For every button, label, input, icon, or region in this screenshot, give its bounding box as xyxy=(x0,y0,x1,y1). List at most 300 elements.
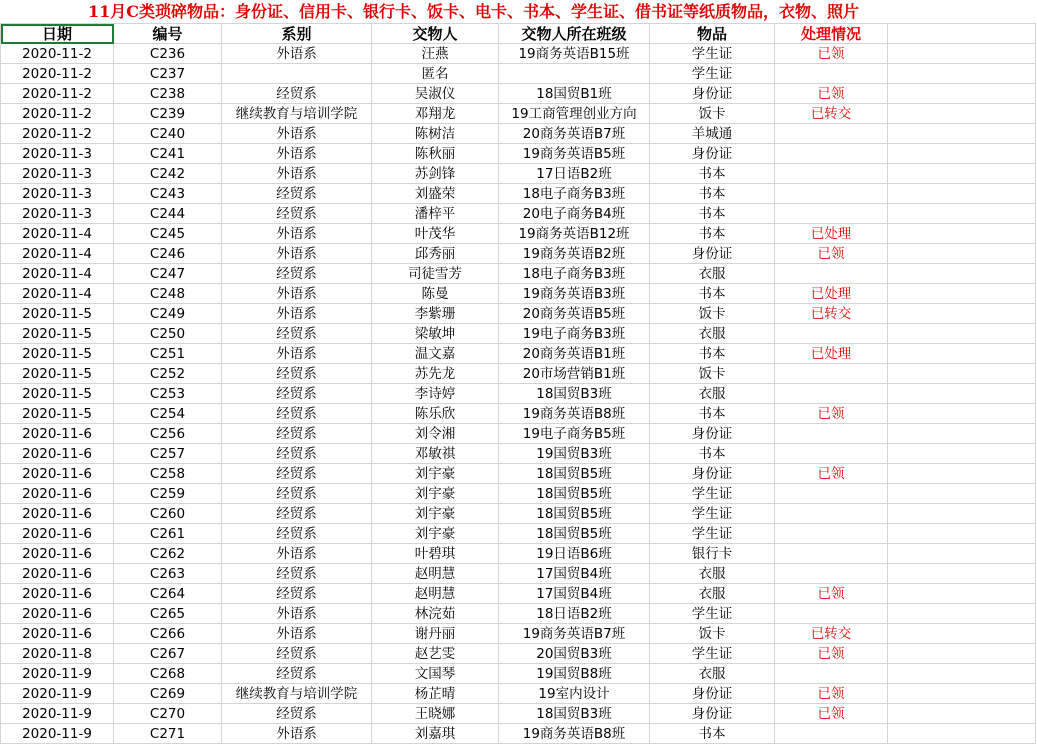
cell-item[interactable]: 书本 xyxy=(650,444,775,464)
cell-class[interactable]: 19商务英语B8班 xyxy=(499,724,650,744)
header-id[interactable]: 编号 xyxy=(114,24,222,44)
cell-id[interactable]: C237 xyxy=(114,64,222,84)
cell-date[interactable]: 2020-11-4 xyxy=(1,284,114,304)
cell-id[interactable]: C238 xyxy=(114,84,222,104)
cell-department[interactable]: 经贸系 xyxy=(222,584,372,604)
cell-item[interactable]: 身份证 xyxy=(650,464,775,484)
cell-date[interactable]: 2020-11-4 xyxy=(1,244,114,264)
cell-date[interactable]: 2020-11-5 xyxy=(1,344,114,364)
cell-status[interactable] xyxy=(775,204,888,224)
cell-class[interactable]: 19商务英语B2班 xyxy=(499,244,650,264)
cell-status[interactable]: 已领 xyxy=(775,84,888,104)
cell-submitter[interactable]: 陈秋丽 xyxy=(372,144,499,164)
cell-submitter[interactable]: 杨芷晴 xyxy=(372,684,499,704)
table-row xyxy=(1,184,1036,204)
cell-class[interactable]: 19国贸B8班 xyxy=(499,664,650,684)
cell-submitter[interactable]: 刘宇豪 xyxy=(372,464,499,484)
cell-class[interactable]: 17国贸B4班 xyxy=(499,584,650,604)
cell-department[interactable]: 经贸系 xyxy=(222,264,372,284)
cell-class[interactable]: 18国贸B3班 xyxy=(499,704,650,724)
cell-id[interactable]: C258 xyxy=(114,464,222,484)
cell-submitter[interactable]: 苏剑锋 xyxy=(372,164,499,184)
cell-department[interactable]: 外语系 xyxy=(222,144,372,164)
cell-department[interactable]: 外语系 xyxy=(222,284,372,304)
cell-item[interactable]: 衣服 xyxy=(650,584,775,604)
cell-item[interactable]: 书本 xyxy=(650,224,775,244)
cell-department[interactable]: 外语系 xyxy=(222,124,372,144)
empty-cell[interactable] xyxy=(888,224,1036,244)
cell-department[interactable]: 经贸系 xyxy=(222,364,372,384)
cell-item[interactable]: 饭卡 xyxy=(650,104,775,124)
cell-status[interactable]: 已领 xyxy=(775,704,888,724)
cell-item[interactable]: 学生证 xyxy=(650,64,775,84)
cell-item[interactable]: 书本 xyxy=(650,164,775,184)
cell-id[interactable]: C245 xyxy=(114,224,222,244)
cell-submitter[interactable]: 林浣茹 xyxy=(372,604,499,624)
cell-status[interactable] xyxy=(775,64,888,84)
cell-class[interactable] xyxy=(499,64,650,84)
cell-class[interactable]: 19国贸B3班 xyxy=(499,444,650,464)
cell-item[interactable]: 饭卡 xyxy=(650,624,775,644)
empty-cell[interactable] xyxy=(888,384,1036,404)
table-row xyxy=(1,284,1036,304)
empty-cell[interactable] xyxy=(888,144,1036,164)
cell-submitter[interactable]: 赵明慧 xyxy=(372,584,499,604)
cell-department[interactable]: 外语系 xyxy=(222,304,372,324)
table-row xyxy=(1,44,1036,64)
cell-date[interactable]: 2020-11-6 xyxy=(1,484,114,504)
cell-class[interactable]: 18国贸B5班 xyxy=(499,484,650,504)
cell-id[interactable]: C250 xyxy=(114,324,222,344)
cell-submitter[interactable]: 陈曼 xyxy=(372,284,499,304)
empty-cell[interactable] xyxy=(888,404,1036,424)
cell-date[interactable]: 2020-11-6 xyxy=(1,464,114,484)
cell-id[interactable]: C262 xyxy=(114,544,222,564)
cell-item[interactable]: 身份证 xyxy=(650,704,775,724)
cell-department[interactable]: 外语系 xyxy=(222,44,372,64)
cell-status[interactable] xyxy=(775,724,888,744)
cell-id[interactable]: C252 xyxy=(114,364,222,384)
cell-item[interactable]: 书本 xyxy=(650,724,775,744)
cell-id[interactable]: C242 xyxy=(114,164,222,184)
empty-cell[interactable] xyxy=(888,344,1036,364)
cell-class[interactable]: 18国贸B5班 xyxy=(499,464,650,484)
cell-item[interactable]: 身份证 xyxy=(650,684,775,704)
cell-status[interactable] xyxy=(775,324,888,344)
empty-cell[interactable] xyxy=(888,704,1036,724)
cell-date[interactable]: 2020-11-5 xyxy=(1,304,114,324)
table-row xyxy=(1,384,1036,404)
cell-item[interactable]: 衣服 xyxy=(650,324,775,344)
cell-date[interactable]: 2020-11-5 xyxy=(1,384,114,404)
cell-submitter[interactable]: 刘盛荣 xyxy=(372,184,499,204)
cell-date[interactable]: 2020-11-6 xyxy=(1,604,114,624)
cell-status[interactable] xyxy=(775,524,888,544)
cell-date[interactable]: 2020-11-5 xyxy=(1,324,114,344)
cell-id[interactable]: C248 xyxy=(114,284,222,304)
cell-item[interactable]: 学生证 xyxy=(650,484,775,504)
cell-submitter[interactable]: 刘宇豪 xyxy=(372,484,499,504)
cell-item[interactable]: 羊城通 xyxy=(650,124,775,144)
cell-item[interactable]: 书本 xyxy=(650,204,775,224)
empty-cell[interactable] xyxy=(888,464,1036,484)
empty-cell[interactable] xyxy=(888,64,1036,84)
cell-item[interactable]: 书本 xyxy=(650,184,775,204)
cell-date[interactable]: 2020-11-6 xyxy=(1,624,114,644)
cell-date[interactable]: 2020-11-3 xyxy=(1,184,114,204)
cell-date[interactable]: 2020-11-3 xyxy=(1,204,114,224)
cell-status[interactable] xyxy=(775,664,888,684)
cell-department[interactable]: 经贸系 xyxy=(222,204,372,224)
cell-status[interactable]: 已转交 xyxy=(775,304,888,324)
cell-submitter[interactable]: 刘嘉琪 xyxy=(372,724,499,744)
empty-cell[interactable] xyxy=(888,624,1036,644)
cell-item[interactable]: 书本 xyxy=(650,284,775,304)
cell-status[interactable] xyxy=(775,504,888,524)
cell-id[interactable]: C246 xyxy=(114,244,222,264)
cell-submitter[interactable]: 叶茂华 xyxy=(372,224,499,244)
cell-date[interactable]: 2020-11-3 xyxy=(1,144,114,164)
cell-submitter[interactable]: 苏先龙 xyxy=(372,364,499,384)
cell-class[interactable]: 18电子商务B3班 xyxy=(499,264,650,284)
cell-class[interactable]: 19室内设计 xyxy=(499,684,650,704)
cell-date[interactable]: 2020-11-6 xyxy=(1,424,114,444)
cell-submitter[interactable]: 赵艺雯 xyxy=(372,644,499,664)
cell-date[interactable]: 2020-11-2 xyxy=(1,84,114,104)
cell-department[interactable]: 经贸系 xyxy=(222,424,372,444)
cell-department[interactable]: 经贸系 xyxy=(222,444,372,464)
cell-class[interactable]: 18日语B2班 xyxy=(499,604,650,624)
cell-status[interactable] xyxy=(775,264,888,284)
cell-status[interactable]: 已处理 xyxy=(775,224,888,244)
empty-cell[interactable] xyxy=(888,164,1036,184)
cell-id[interactable]: C257 xyxy=(114,444,222,464)
cell-class[interactable]: 19电子商务B5班 xyxy=(499,424,650,444)
cell-date[interactable]: 2020-11-5 xyxy=(1,364,114,384)
empty-cell[interactable] xyxy=(888,584,1036,604)
table-row xyxy=(1,544,1036,564)
cell-id[interactable]: C263 xyxy=(114,564,222,584)
cell-department[interactable]: 经贸系 xyxy=(222,84,372,104)
empty-cell[interactable] xyxy=(888,324,1036,344)
cell-id[interactable]: C265 xyxy=(114,604,222,624)
cell-item[interactable]: 书本 xyxy=(650,344,775,364)
cell-status[interactable]: 已转交 xyxy=(775,624,888,644)
cell-submitter[interactable]: 潘梓平 xyxy=(372,204,499,224)
cell-department[interactable]: 外语系 xyxy=(222,624,372,644)
cell-date[interactable]: 2020-11-4 xyxy=(1,224,114,244)
cell-status[interactable]: 已领 xyxy=(775,584,888,604)
cell-item[interactable]: 衣服 xyxy=(650,664,775,684)
cell-department[interactable]: 经贸系 xyxy=(222,644,372,664)
cell-id[interactable]: C247 xyxy=(114,264,222,284)
cell-item[interactable]: 银行卡 xyxy=(650,544,775,564)
empty-cell[interactable] xyxy=(888,204,1036,224)
table-row xyxy=(1,424,1036,444)
empty-cell[interactable] xyxy=(888,124,1036,144)
cell-class[interactable]: 18国贸B5班 xyxy=(499,504,650,524)
table-row xyxy=(1,624,1036,644)
cell-department[interactable]: 经贸系 xyxy=(222,504,372,524)
cell-date[interactable]: 2020-11-6 xyxy=(1,564,114,584)
cell-date[interactable]: 2020-11-9 xyxy=(1,704,114,724)
cell-class[interactable]: 19商务英语B8班 xyxy=(499,404,650,424)
cell-submitter[interactable]: 刘宇豪 xyxy=(372,504,499,524)
cell-status[interactable]: 已领 xyxy=(775,244,888,264)
cell-date[interactable]: 2020-11-6 xyxy=(1,504,114,524)
cell-class[interactable]: 19商务英语B12班 xyxy=(499,224,650,244)
cell-class[interactable]: 18国贸B3班 xyxy=(499,384,650,404)
cell-id[interactable]: C243 xyxy=(114,184,222,204)
table-row xyxy=(1,484,1036,504)
empty-cell[interactable] xyxy=(888,284,1036,304)
empty-cell[interactable] xyxy=(888,44,1036,64)
cell-date[interactable]: 2020-11-9 xyxy=(1,684,114,704)
cell-item[interactable]: 学生证 xyxy=(650,644,775,664)
cell-status[interactable]: 已领 xyxy=(775,464,888,484)
cell-id[interactable]: C236 xyxy=(114,44,222,64)
cell-item[interactable]: 衣服 xyxy=(650,264,775,284)
header-date[interactable]: 日期 xyxy=(1,24,114,44)
table-row xyxy=(1,164,1036,184)
empty-cell[interactable] xyxy=(888,24,1036,44)
cell-submitter[interactable]: 刘令湘 xyxy=(372,424,499,444)
cell-status[interactable] xyxy=(775,444,888,464)
empty-cell[interactable] xyxy=(888,104,1036,124)
cell-submitter[interactable]: 司徒雪芳 xyxy=(372,264,499,284)
cell-date[interactable]: 2020-11-5 xyxy=(1,404,114,424)
cell-item[interactable]: 学生证 xyxy=(650,44,775,64)
cell-department[interactable]: 外语系 xyxy=(222,724,372,744)
cell-department[interactable]: 外语系 xyxy=(222,544,372,564)
cell-department[interactable]: 外语系 xyxy=(222,604,372,624)
cell-submitter[interactable]: 赵明慧 xyxy=(372,564,499,584)
cell-status[interactable]: 已处理 xyxy=(775,344,888,364)
header-status[interactable]: 处理情况 xyxy=(775,24,888,44)
cell-id[interactable]: C244 xyxy=(114,204,222,224)
cell-status[interactable] xyxy=(775,144,888,164)
cell-date[interactable]: 2020-11-9 xyxy=(1,724,114,744)
cell-status[interactable]: 已处理 xyxy=(775,284,888,304)
cell-id[interactable]: C256 xyxy=(114,424,222,444)
cell-status[interactable] xyxy=(775,544,888,564)
cell-date[interactable]: 2020-11-6 xyxy=(1,584,114,604)
cell-department[interactable]: 经贸系 xyxy=(222,664,372,684)
cell-submitter[interactable]: 文国琴 xyxy=(372,664,499,684)
cell-item[interactable]: 书本 xyxy=(650,404,775,424)
empty-cell[interactable] xyxy=(888,544,1036,564)
empty-cell[interactable] xyxy=(888,444,1036,464)
cell-department[interactable]: 外语系 xyxy=(222,344,372,364)
cell-class[interactable]: 19商务英语B15班 xyxy=(499,44,650,64)
cell-id[interactable]: C271 xyxy=(114,724,222,744)
cell-submitter[interactable]: 刘宇豪 xyxy=(372,524,499,544)
cell-item[interactable]: 身份证 xyxy=(650,144,775,164)
cell-submitter[interactable]: 汪燕 xyxy=(372,44,499,64)
cell-submitter[interactable]: 叶碧琪 xyxy=(372,544,499,564)
cell-item[interactable]: 学生证 xyxy=(650,504,775,524)
cell-department[interactable]: 经贸系 xyxy=(222,484,372,504)
cell-class[interactable]: 18国贸B1班 xyxy=(499,84,650,104)
cell-id[interactable]: C261 xyxy=(114,524,222,544)
cell-item[interactable]: 衣服 xyxy=(650,384,775,404)
cell-submitter[interactable]: 吴淑仪 xyxy=(372,84,499,104)
cell-department[interactable]: 外语系 xyxy=(222,244,372,264)
empty-cell[interactable] xyxy=(888,664,1036,684)
empty-cell[interactable] xyxy=(888,424,1036,444)
empty-cell[interactable] xyxy=(888,644,1036,664)
empty-cell[interactable] xyxy=(888,184,1036,204)
cell-department[interactable]: 经贸系 xyxy=(222,324,372,344)
cell-class[interactable]: 20商务英语B5班 xyxy=(499,304,650,324)
cell-class[interactable]: 19电子商务B3班 xyxy=(499,324,650,344)
cell-department[interactable]: 经贸系 xyxy=(222,404,372,424)
cell-department[interactable]: 外语系 xyxy=(222,224,372,244)
cell-item[interactable]: 饭卡 xyxy=(650,364,775,384)
empty-cell[interactable] xyxy=(888,524,1036,544)
cell-submitter[interactable]: 陈乐欣 xyxy=(372,404,499,424)
empty-cell[interactable] xyxy=(888,484,1036,504)
cell-submitter[interactable]: 温文嘉 xyxy=(372,344,499,364)
cell-department[interactable]: 经贸系 xyxy=(222,184,372,204)
cell-status[interactable] xyxy=(775,564,888,584)
cell-date[interactable]: 2020-11-6 xyxy=(1,444,114,464)
cell-item[interactable]: 身份证 xyxy=(650,244,775,264)
cell-id[interactable]: C249 xyxy=(114,304,222,324)
header-item[interactable]: 物品 xyxy=(650,24,775,44)
cell-class[interactable]: 19商务英语B5班 xyxy=(499,144,650,164)
cell-department[interactable]: 外语系 xyxy=(222,164,372,184)
cell-id[interactable]: C260 xyxy=(114,504,222,524)
cell-class[interactable]: 19工商管理创业方向 xyxy=(499,104,650,124)
header-department[interactable]: 系别 xyxy=(222,24,372,44)
header-class[interactable]: 交物人所在班级 xyxy=(499,24,650,44)
cell-id[interactable]: C241 xyxy=(114,144,222,164)
cell-id[interactable]: C239 xyxy=(114,104,222,124)
cell-status[interactable]: 已领 xyxy=(775,404,888,424)
cell-status[interactable] xyxy=(775,424,888,444)
cell-id[interactable]: C259 xyxy=(114,484,222,504)
cell-date[interactable]: 2020-11-6 xyxy=(1,524,114,544)
cell-id[interactable]: C266 xyxy=(114,624,222,644)
cell-date[interactable]: 2020-11-9 xyxy=(1,664,114,684)
empty-cell[interactable] xyxy=(888,504,1036,524)
empty-cell[interactable] xyxy=(888,244,1036,264)
cell-status[interactable] xyxy=(775,364,888,384)
cell-date[interactable]: 2020-11-2 xyxy=(1,104,114,124)
cell-class[interactable]: 20商务英语B7班 xyxy=(499,124,650,144)
cell-department[interactable]: 经贸系 xyxy=(222,384,372,404)
empty-cell[interactable] xyxy=(888,604,1036,624)
cell-id[interactable]: C270 xyxy=(114,704,222,724)
table-row xyxy=(1,144,1036,164)
cell-class[interactable]: 19商务英语B7班 xyxy=(499,624,650,644)
empty-cell[interactable] xyxy=(888,304,1036,324)
empty-cell[interactable] xyxy=(888,684,1036,704)
empty-cell[interactable] xyxy=(888,364,1036,384)
cell-date[interactable]: 2020-11-2 xyxy=(1,44,114,64)
cell-status[interactable] xyxy=(775,184,888,204)
table-row xyxy=(1,264,1036,284)
cell-id[interactable]: C251 xyxy=(114,344,222,364)
cell-class[interactable]: 19日语B6班 xyxy=(499,544,650,564)
cell-class[interactable]: 18国贸B5班 xyxy=(499,524,650,544)
cell-class[interactable]: 19商务英语B3班 xyxy=(499,284,650,304)
cell-submitter[interactable]: 邓敏祺 xyxy=(372,444,499,464)
cell-class[interactable]: 18电子商务B3班 xyxy=(499,184,650,204)
cell-submitter[interactable]: 陈树洁 xyxy=(372,124,499,144)
cell-submitter[interactable]: 匿名 xyxy=(372,64,499,84)
empty-cell[interactable] xyxy=(888,264,1036,284)
cell-item[interactable]: 学生证 xyxy=(650,524,775,544)
cell-item[interactable]: 学生证 xyxy=(650,604,775,624)
cell-date[interactable]: 2020-11-6 xyxy=(1,544,114,564)
cell-status[interactable]: 已领 xyxy=(775,44,888,64)
cell-class[interactable]: 20市场营销B1班 xyxy=(499,364,650,384)
cell-class[interactable]: 17国贸B4班 xyxy=(499,564,650,584)
cell-status[interactable]: 已领 xyxy=(775,684,888,704)
cell-item[interactable]: 衣服 xyxy=(650,564,775,584)
cell-submitter[interactable]: 邱秀丽 xyxy=(372,244,499,264)
cell-id[interactable]: C253 xyxy=(114,384,222,404)
cell-id[interactable]: C267 xyxy=(114,644,222,664)
cell-status[interactable]: 已领 xyxy=(775,644,888,664)
cell-submitter[interactable]: 梁敏坤 xyxy=(372,324,499,344)
cell-status[interactable] xyxy=(775,164,888,184)
cell-status[interactable] xyxy=(775,484,888,504)
cell-department[interactable]: 经贸系 xyxy=(222,564,372,584)
cell-submitter[interactable]: 谢丹丽 xyxy=(372,624,499,644)
cell-submitter[interactable]: 李紫珊 xyxy=(372,304,499,324)
cell-status[interactable] xyxy=(775,124,888,144)
empty-cell[interactable] xyxy=(888,84,1036,104)
cell-department[interactable]: 继续教育与培训学院 xyxy=(222,104,372,124)
cell-id[interactable]: C240 xyxy=(114,124,222,144)
cell-class[interactable]: 20商务英语B1班 xyxy=(499,344,650,364)
cell-id[interactable]: C269 xyxy=(114,684,222,704)
table-row xyxy=(1,524,1036,544)
cell-department[interactable]: 继续教育与培训学院 xyxy=(222,684,372,704)
cell-id[interactable]: C268 xyxy=(114,664,222,684)
cell-submitter[interactable]: 王晓娜 xyxy=(372,704,499,724)
header-submitter[interactable]: 交物人 xyxy=(372,24,499,44)
cell-submitter[interactable]: 邓翔龙 xyxy=(372,104,499,124)
cell-date[interactable]: 2020-11-4 xyxy=(1,264,114,284)
cell-item[interactable]: 身份证 xyxy=(650,84,775,104)
cell-status[interactable] xyxy=(775,384,888,404)
cell-submitter[interactable]: 李诗婷 xyxy=(372,384,499,404)
cell-id[interactable]: C264 xyxy=(114,584,222,604)
cell-class[interactable]: 17日语B2班 xyxy=(499,164,650,184)
cell-department[interactable]: 经贸系 xyxy=(222,464,372,484)
cell-item[interactable]: 饭卡 xyxy=(650,304,775,324)
cell-status[interactable]: 已转交 xyxy=(775,104,888,124)
cell-item[interactable]: 身份证 xyxy=(650,424,775,444)
cell-department[interactable]: 经贸系 xyxy=(222,704,372,724)
cell-date[interactable]: 2020-11-3 xyxy=(1,164,114,184)
cell-class[interactable]: 20国贸B3班 xyxy=(499,644,650,664)
cell-status[interactable] xyxy=(775,604,888,624)
cell-date[interactable]: 2020-11-2 xyxy=(1,64,114,84)
empty-cell[interactable] xyxy=(888,564,1036,584)
cell-class[interactable]: 20电子商务B4班 xyxy=(499,204,650,224)
cell-department[interactable]: 经贸系 xyxy=(222,524,372,544)
cell-date[interactable]: 2020-11-2 xyxy=(1,124,114,144)
empty-cell[interactable] xyxy=(888,724,1036,744)
cell-id[interactable]: C254 xyxy=(114,404,222,424)
cell-department[interactable] xyxy=(222,64,372,84)
cell-date[interactable]: 2020-11-8 xyxy=(1,644,114,664)
